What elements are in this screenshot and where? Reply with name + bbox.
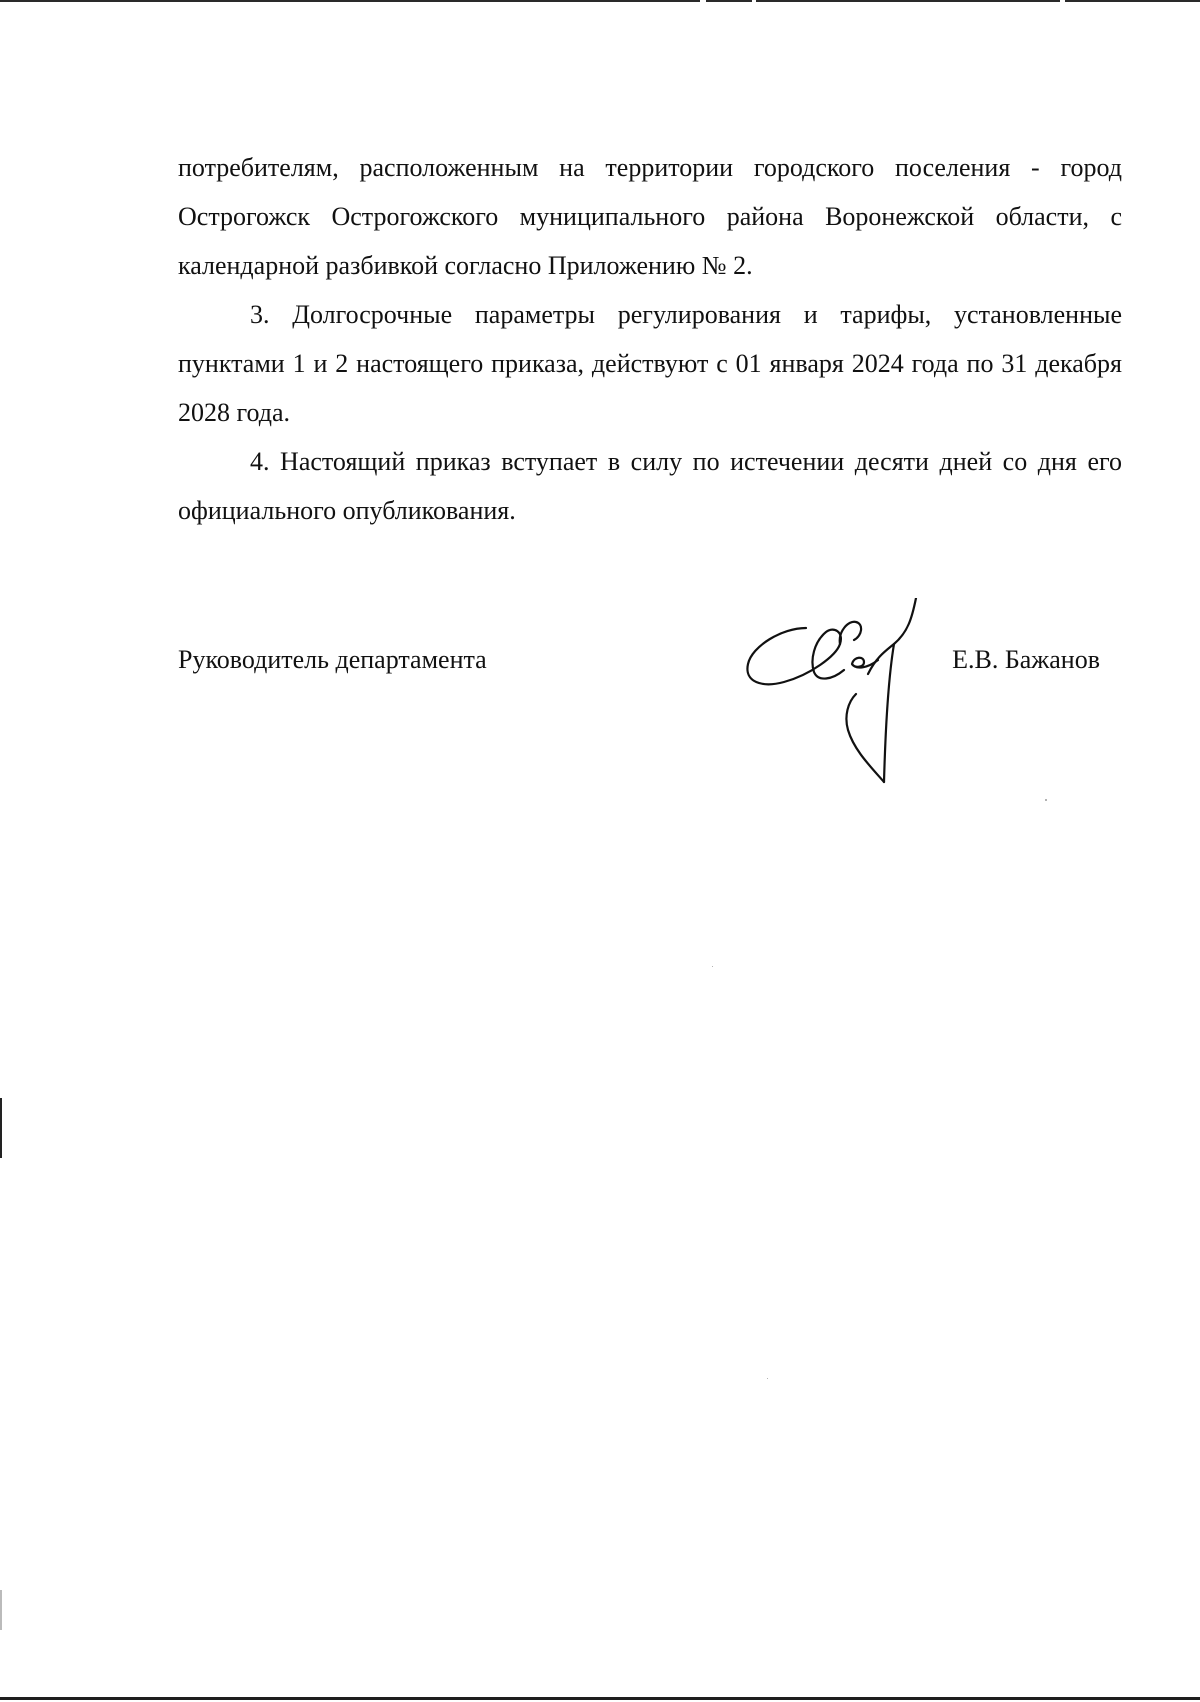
scan-edge-gap — [752, 0, 756, 3]
scan-edge-top — [0, 0, 1200, 2]
scan-edge-bottom — [0, 1697, 1200, 1700]
scan-edge-left-mark — [0, 1098, 2, 1158]
paragraph-continuation: потребителям, расположенным на территории городского поселения - город Острогожск Острогожского муниципального района Воронежской области, с календарной разбивкой согласно Приложению № 2. — [178, 153, 1122, 280]
scan-edge-left-mark — [0, 1590, 2, 1630]
scan-edge-gap — [1060, 0, 1065, 3]
scan-speck — [712, 966, 713, 967]
handwritten-signature — [744, 598, 932, 784]
signatory-name: Е.В. Бажанов — [952, 645, 1100, 674]
scan-speck — [1045, 799, 1047, 801]
signatory-role: Руководитель департамента — [178, 645, 487, 674]
scan-edge-gap — [700, 0, 706, 3]
signature-block — [178, 640, 1100, 680]
paragraph-item-4: 4. Настоящий приказ вступает в силу по истечении десяти дней со дня его официального опубликования. — [178, 447, 1122, 525]
scan-speck — [767, 1378, 768, 1379]
body-text — [178, 143, 1122, 535]
paragraph-item-3: 3. Долгосрочные параметры регулирования и тарифы, установленные пунктами 1 и 2 настоящего приказа, действуют с 01 января 2024 года по 31 декабря 2028 года. — [178, 300, 1122, 427]
